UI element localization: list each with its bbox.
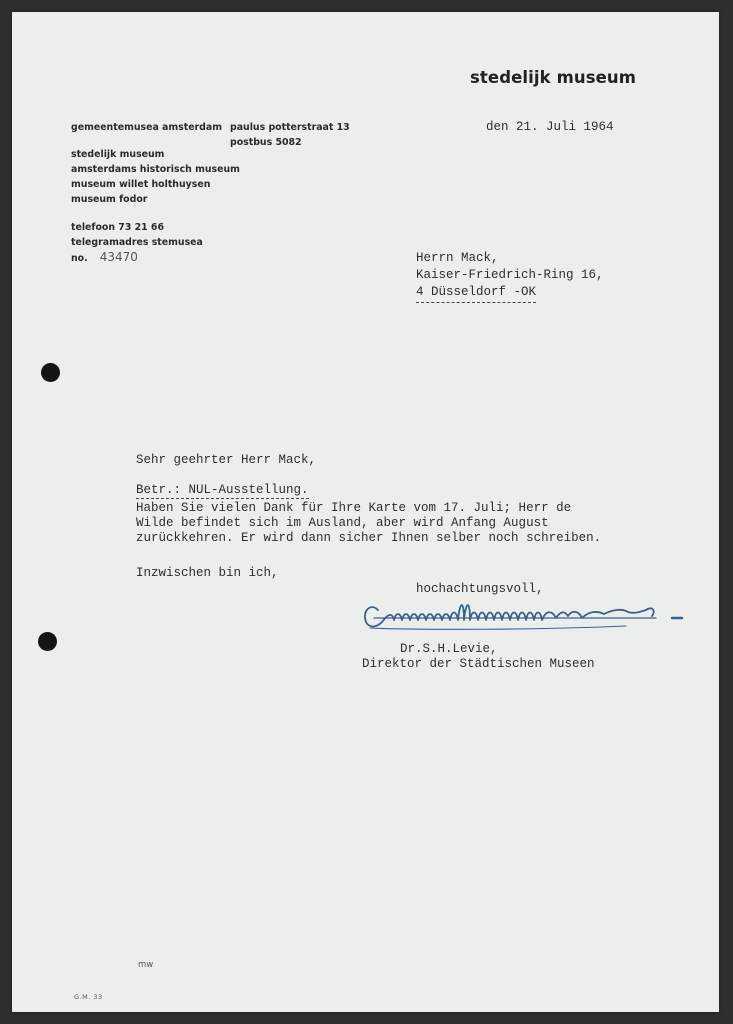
address-street: paulus potterstraat 13 bbox=[230, 122, 350, 133]
punch-hole bbox=[41, 363, 60, 382]
recipient-line: Kaiser-Friedrich-Ring 16, bbox=[416, 268, 604, 282]
form-code: G.M. 33 bbox=[74, 993, 103, 1001]
address-postbus: postbus 5082 bbox=[230, 137, 302, 148]
subject-line bbox=[136, 483, 309, 498]
brand-logo-text: stedelijk museum bbox=[470, 68, 637, 87]
body-line: Haben Sie vielen Dank für Ihre Karte vom 17. Juli; Herr de bbox=[136, 501, 572, 515]
typist-initials: mw bbox=[138, 960, 154, 970]
museum-name: museum willet holthuysen bbox=[71, 179, 211, 190]
reference-number bbox=[71, 250, 138, 264]
closing-right: hochachtungsvoll, bbox=[416, 582, 544, 596]
reference-number-label: no. bbox=[71, 253, 88, 264]
museum-name: amsterdams historisch museum bbox=[71, 164, 240, 175]
signer-title: Direktor der Städtischen Museen bbox=[362, 657, 595, 671]
signer-name: Dr.S.H.Levie, bbox=[400, 642, 498, 656]
letterhead-museums bbox=[71, 120, 240, 207]
telegram-address: telegramadres stemusea bbox=[71, 237, 203, 248]
reference-number-value: 43470 bbox=[99, 250, 138, 264]
letter-sheet bbox=[12, 12, 719, 1012]
letter-body bbox=[136, 501, 601, 546]
letter-date: den 21. Juli 1964 bbox=[486, 120, 614, 134]
handwritten-signature bbox=[356, 588, 686, 638]
salutation: Sehr geehrter Herr Mack, bbox=[136, 453, 317, 467]
signer-block bbox=[362, 642, 595, 672]
punch-hole bbox=[38, 632, 57, 651]
letterhead-address bbox=[230, 120, 350, 150]
recipient-line: Herrn Mack, bbox=[416, 251, 499, 265]
body-line: zurückkehren. Er wird dann sicher Ihnen selber noch schreiben. bbox=[136, 531, 602, 545]
letterhead-contact bbox=[71, 220, 203, 250]
museum-name: museum fodor bbox=[71, 194, 148, 205]
body-line: Wilde befindet sich im Ausland, aber wird Anfang August bbox=[136, 516, 549, 530]
telephone: telefoon 73 21 66 bbox=[71, 222, 164, 233]
organisation-name: gemeentemusea amsterdam bbox=[71, 122, 222, 133]
recipient-address bbox=[416, 250, 604, 303]
closing-left: Inzwischen bin ich, bbox=[136, 566, 279, 580]
museum-name: stedelijk museum bbox=[71, 149, 165, 160]
recipient-city: 4 Düsseldorf -OK bbox=[416, 284, 536, 303]
subject-text: Betr.: NUL-Ausstellung. bbox=[136, 483, 309, 497]
